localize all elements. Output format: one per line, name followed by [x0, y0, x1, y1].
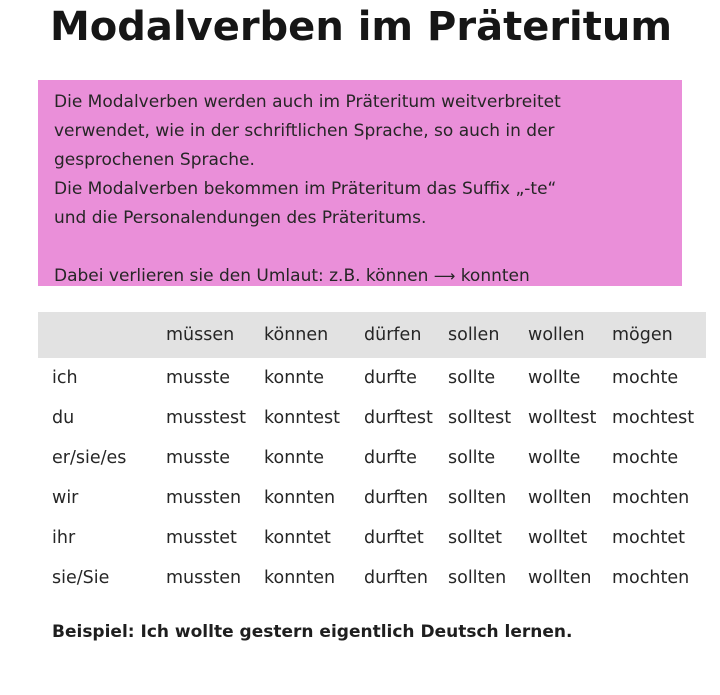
header-cell-moegen: mögen	[612, 325, 673, 345]
header-cell-pronoun	[38, 312, 166, 358]
table-cell: mussten	[166, 568, 242, 588]
table-cell: sollte	[448, 448, 496, 468]
table-cell: durften	[364, 488, 428, 508]
table-cell: durftet	[364, 528, 424, 548]
table-cell: musstet	[166, 528, 237, 548]
table-row	[38, 518, 706, 558]
header-cell-muessen: müssen	[166, 325, 235, 345]
table-cell: konnten	[264, 568, 336, 588]
pronoun-cell: ich	[52, 368, 78, 388]
umlaut-prefix: Dabei verlieren sie den Umlaut: z.B. können	[54, 266, 429, 286]
table-cell: konntet	[264, 528, 331, 548]
table-row	[38, 558, 706, 598]
table-cell: sollten	[448, 488, 507, 508]
table-cell: wollte	[528, 448, 581, 468]
pronoun-cell: ihr	[52, 528, 76, 548]
header-cell-duerfen: dürfen	[364, 325, 422, 345]
table-cell: durftest	[364, 408, 433, 428]
table-cell: durfte	[364, 368, 417, 388]
table-cell: mochten	[612, 488, 690, 508]
table-cell: konnte	[264, 368, 325, 388]
table-cell: mochte	[612, 448, 679, 468]
table-cell: solltest	[448, 408, 512, 428]
info-line: Die Modalverben werden auch im Präteritum weitverbreitet	[54, 92, 561, 112]
table-row	[38, 358, 706, 398]
table-cell: mochtest	[612, 408, 695, 428]
table-cell: sollten	[448, 568, 507, 588]
table-cell: musste	[166, 368, 231, 388]
table-cell: mochte	[612, 368, 679, 388]
table-cell: wollte	[528, 368, 581, 388]
pronoun-cell: sie/Sie	[52, 568, 110, 588]
header-cell-koennen: können	[264, 325, 329, 345]
table-cell: konntest	[264, 408, 341, 428]
arrow-right-icon: ⟶	[433, 267, 456, 285]
table-row	[38, 398, 706, 438]
table-cell: durfte	[364, 448, 417, 468]
info-line: verwendet, wie in der schriftlichen Sprache, so auch in der	[54, 121, 555, 141]
table-cell: mochtet	[612, 528, 685, 548]
table-cell: wolltet	[528, 528, 588, 548]
table-cell: durften	[364, 568, 428, 588]
info-line: Die Modalverben bekommen im Präteritum das Suffix „-te“	[54, 179, 557, 199]
conjugation-table	[38, 312, 706, 598]
pronoun-cell: er/sie/es	[52, 448, 127, 468]
table-cell: wollten	[528, 488, 592, 508]
table-cell: musste	[166, 448, 231, 468]
table-row	[38, 478, 706, 518]
page-title: Modalverben im Präteritum	[50, 4, 673, 50]
table-header-row	[38, 312, 706, 358]
table-cell: mussten	[166, 488, 242, 508]
info-line: gesprochenen Sprache.	[54, 150, 255, 170]
table-cell: musstest	[166, 408, 246, 428]
pronoun-cell: wir	[52, 488, 79, 508]
info-line: und die Personalendungen des Präteritums.	[54, 208, 427, 228]
table-cell: sollte	[448, 368, 496, 388]
info-spacer	[54, 233, 672, 262]
table-cell: wollten	[528, 568, 592, 588]
table-cell: solltet	[448, 528, 503, 548]
umlaut-result: konnten	[460, 266, 530, 286]
umlaut-example	[54, 262, 672, 291]
table-cell: konnte	[264, 448, 325, 468]
info-box	[38, 80, 682, 286]
table-cell: mochten	[612, 568, 690, 588]
header-cell-sollen: sollen	[448, 325, 500, 345]
table-cell: konnten	[264, 488, 336, 508]
example-sentence: Beispiel: Ich wollte gestern eigentlich Deutsch lernen.	[52, 622, 573, 642]
table-cell: wolltest	[528, 408, 597, 428]
header-cell-wollen: wollen	[528, 325, 585, 345]
pronoun-cell: du	[52, 408, 75, 428]
table-row	[38, 438, 706, 478]
